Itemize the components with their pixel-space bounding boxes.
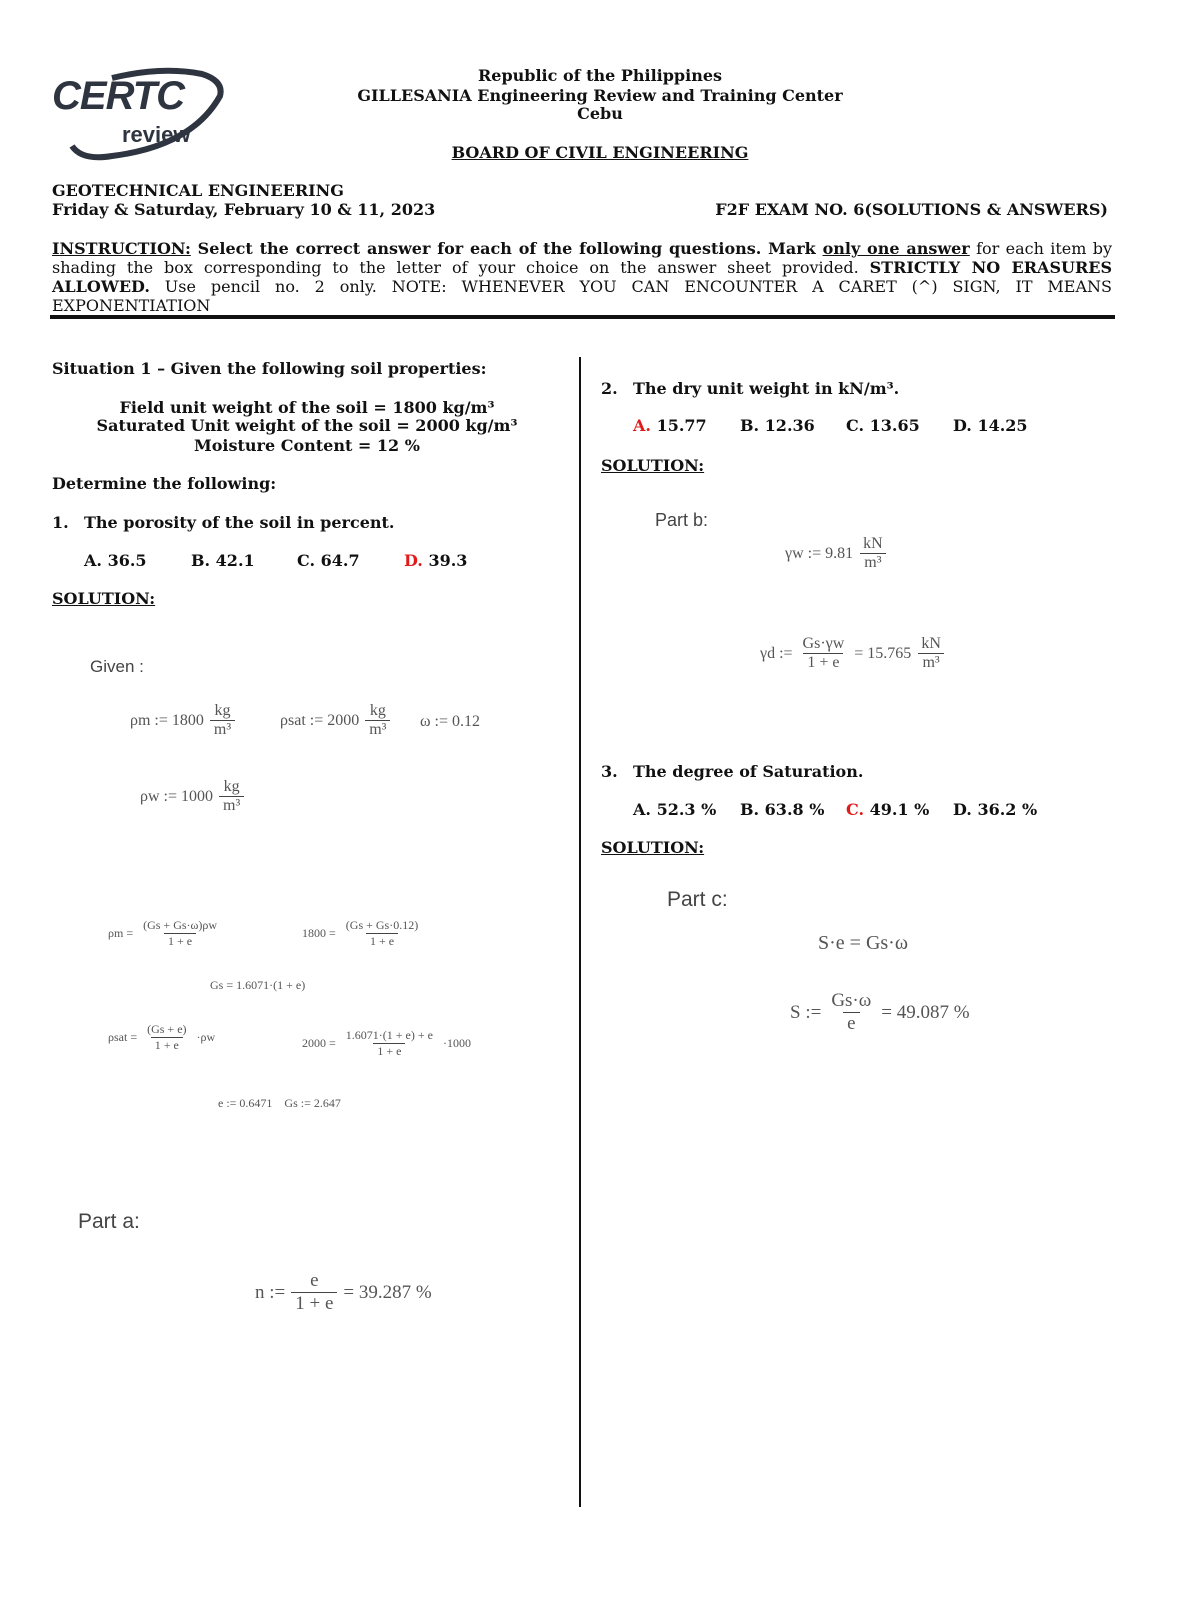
eq-lhs: 1800 = (302, 926, 336, 940)
subject-title: GEOTECHNICAL ENGINEERING (52, 181, 344, 200)
eq-den: 1 + e (164, 933, 196, 949)
choice-value: 52.3 % (656, 800, 717, 819)
choice-letter: B. (740, 416, 760, 435)
equation-results: e := 0.6471 Gs := 2.647 (218, 1096, 341, 1110)
rho-sat-value: ρsat := 2000 (280, 711, 360, 729)
eq-fraction (827, 990, 875, 1035)
logo-top-text: CERTC (52, 74, 185, 118)
part-a-label: Part a: (78, 1210, 140, 1233)
choice-value: 12.36 (764, 416, 815, 435)
choice-value: 13.65 (869, 416, 920, 435)
gamma-w-value: γw := 9.81 (785, 544, 854, 562)
eq-rhs: = 15.765 (854, 644, 912, 662)
choice-value: 36.5 (107, 551, 147, 570)
unit-num: kg (223, 778, 240, 795)
choice-letter-answer: D. (404, 551, 423, 570)
choice-value: 42.1 (215, 551, 255, 570)
unit-num: kg (369, 702, 386, 719)
q1-text: The porosity of the soil in percent. (84, 513, 395, 532)
eq-rhs: ·ρw (196, 1030, 216, 1044)
eq-lhs: S := (790, 1001, 822, 1023)
eq-num: Gs·γw (802, 635, 845, 652)
part-b-label: Part b: (655, 510, 709, 530)
choice-letter: D. (953, 416, 972, 435)
prop-moisture-content: Moisture Content = 12 % (194, 436, 420, 455)
choice-value: 64.7 (320, 551, 360, 570)
unit-den: m³ (219, 796, 244, 815)
unit-fraction (210, 702, 235, 739)
equation-gs: Gs = 1.6071·(1 + e) (210, 978, 306, 992)
eq-lhs: n := (255, 1281, 286, 1303)
equation-1800 (302, 918, 422, 949)
eq-den: 1 + e (366, 933, 398, 949)
given-label: Given : (90, 657, 144, 676)
eq-den: 1 + e (291, 1292, 337, 1315)
rho-m-value: ρm := 1800 (130, 711, 204, 729)
q2-choice-d[interactable] (953, 416, 1028, 435)
eq-fraction (139, 918, 221, 949)
eq-num: (Gs + Gs·ω)ρw (143, 918, 218, 932)
q2-choice-b[interactable] (740, 416, 815, 435)
prop-field-unit-weight: Field unit weight of the soil = 1800 kg/m³ (119, 398, 495, 417)
eq-rhs: = 39.287 % (343, 1281, 432, 1303)
choice-value: 63.8 % (764, 800, 825, 819)
instruction-block (52, 239, 1112, 315)
choice-letter: B. (740, 800, 760, 819)
q1-number: 1. (52, 513, 69, 532)
unit-fraction (365, 702, 390, 739)
q3-choice-a[interactable] (633, 800, 716, 819)
exam-date: Friday & Saturday, February 10 & 11, 2023 (52, 200, 436, 219)
instruction-only-one: only one answer (822, 239, 970, 258)
choice-letter: C. (297, 551, 316, 570)
eq-lhs: γd := (760, 644, 793, 662)
gamma-w-equation (785, 535, 887, 572)
logo-bottom-text: review (122, 122, 191, 147)
q2-choice-a[interactable] (633, 416, 707, 435)
choice-letter: A. (84, 551, 102, 570)
eq-num: e (310, 1270, 319, 1291)
choice-letter: A. (633, 800, 651, 819)
eq-fraction (143, 1022, 190, 1053)
q1-choice-d[interactable] (404, 551, 467, 570)
gamma-d-equation (760, 635, 945, 672)
prop-saturated-unit-weight: Saturated Unit weight of the soil = 2000 kg/m³ (96, 416, 518, 435)
rho-w-value: ρw := 1000 (140, 787, 214, 805)
choice-value: 49.1 % (869, 800, 930, 819)
board-title: BOARD OF CIVIL ENGINEERING (451, 143, 749, 162)
unit-fraction (917, 635, 945, 672)
unit-fraction (219, 778, 244, 815)
unit-den: m³ (210, 720, 235, 739)
eq-lhs: 2000 = (302, 1036, 336, 1050)
eq-num: Gs·ω (831, 990, 872, 1011)
header-line3: Cebu (577, 104, 623, 123)
unit-fraction (859, 535, 887, 572)
saturation-relation: S·e = Gs·ω (818, 932, 908, 954)
q3-choice-b[interactable] (740, 800, 824, 819)
instruction-text3: Use pencil no. 2 only. NOTE: WHENEVER YOU CAN ENCOUNTER A CARET (^) SIGN, IT MEANS EXPONENTIATION (52, 277, 1112, 315)
q2-number: 2. (601, 379, 618, 398)
q1-choice-a[interactable] (84, 551, 147, 570)
eq-den: 1 + e (373, 1043, 405, 1059)
q1-choice-c[interactable] (297, 551, 360, 570)
eq-fraction (799, 635, 849, 672)
q3-choice-d[interactable] (953, 800, 1037, 819)
choice-value: 39.3 (428, 551, 468, 570)
choice-letter: D. (953, 800, 972, 819)
unit-den: m³ (918, 653, 943, 672)
eq-den: 1 + e (151, 1037, 183, 1053)
choice-letter: B. (191, 551, 211, 570)
q1-choice-b[interactable] (191, 551, 255, 570)
q2-solution-label: SOLUTION: (601, 456, 705, 475)
instruction-bold: STRICTLY NO ERASURES ALLOWED. (52, 258, 1112, 296)
header-line1: Republic of the Philippines (477, 66, 723, 85)
unit-num: kg (214, 702, 231, 719)
unit-num: kN (921, 635, 941, 652)
q1-solution-label: SOLUTION: (52, 589, 156, 608)
choice-value: 15.77 (656, 416, 707, 435)
eq-fraction (342, 918, 422, 949)
part-a-equation (255, 1270, 432, 1315)
given-rho-w (140, 778, 244, 815)
q3-text: The degree of Saturation. (633, 762, 864, 781)
equation-rho-sat (108, 1022, 215, 1053)
eq-fraction (342, 1028, 437, 1059)
given-rho-m (130, 702, 235, 739)
q2-text: The dry unit weight in kN/m³. (633, 379, 900, 398)
instruction-label: INSTRUCTION: (52, 239, 191, 258)
instruction-text2: for each item by shading the box corresponding to the letter of your choice on the answer sheet provided. (52, 239, 1113, 277)
eq-num: (Gs + e) (147, 1022, 187, 1036)
q3-number: 3. (601, 762, 618, 781)
header-divider (50, 315, 1115, 319)
certc-logo (52, 66, 227, 161)
eq-fraction (291, 1270, 337, 1315)
choice-letter: C. (846, 416, 865, 435)
given-rho-sat (280, 702, 390, 739)
unit-den: m³ (860, 553, 885, 572)
q3-solution-label: SOLUTION: (601, 838, 705, 857)
q3-choice-c[interactable] (846, 800, 929, 819)
choice-value: 36.2 % (977, 800, 1038, 819)
column-divider (579, 357, 581, 1507)
q2-choice-c[interactable] (846, 416, 920, 435)
eq-lhs: ρsat = (108, 1030, 138, 1044)
part-c-equation (790, 990, 970, 1035)
eq-rhs: ·1000 (442, 1036, 471, 1050)
choice-value: 14.25 (977, 416, 1028, 435)
situation-title: Situation 1 – Given the following soil properties: (52, 359, 487, 378)
unit-den: m³ (365, 720, 390, 739)
eq-lhs: ρm = (108, 926, 134, 940)
determine-label: Determine the following: (52, 474, 277, 493)
choice-letter-answer: C. (846, 800, 865, 819)
header-line2: GILLESANIA Engineering Review and Training Center (357, 86, 843, 105)
instruction-text1: Select the correct answer for each of the following questions. Mark (190, 239, 823, 258)
equation-rho-m (108, 918, 221, 949)
eq-den: e (843, 1012, 859, 1035)
unit-num: kN (863, 535, 883, 552)
eq-num: 1.6071·(1 + e) + e (345, 1028, 433, 1042)
given-omega: ω := 0.12 (420, 713, 480, 730)
equation-2000 (302, 1028, 471, 1059)
part-c-label: Part c: (667, 888, 728, 911)
eq-den: 1 + e (803, 653, 843, 672)
eq-rhs: = 49.087 % (881, 1001, 970, 1023)
eq-num: (Gs + Gs·0.12) (345, 918, 419, 932)
choice-letter-answer: A. (633, 416, 651, 435)
exam-number: F2F EXAM NO. 6(SOLUTIONS & ANSWERS) (715, 200, 1108, 219)
